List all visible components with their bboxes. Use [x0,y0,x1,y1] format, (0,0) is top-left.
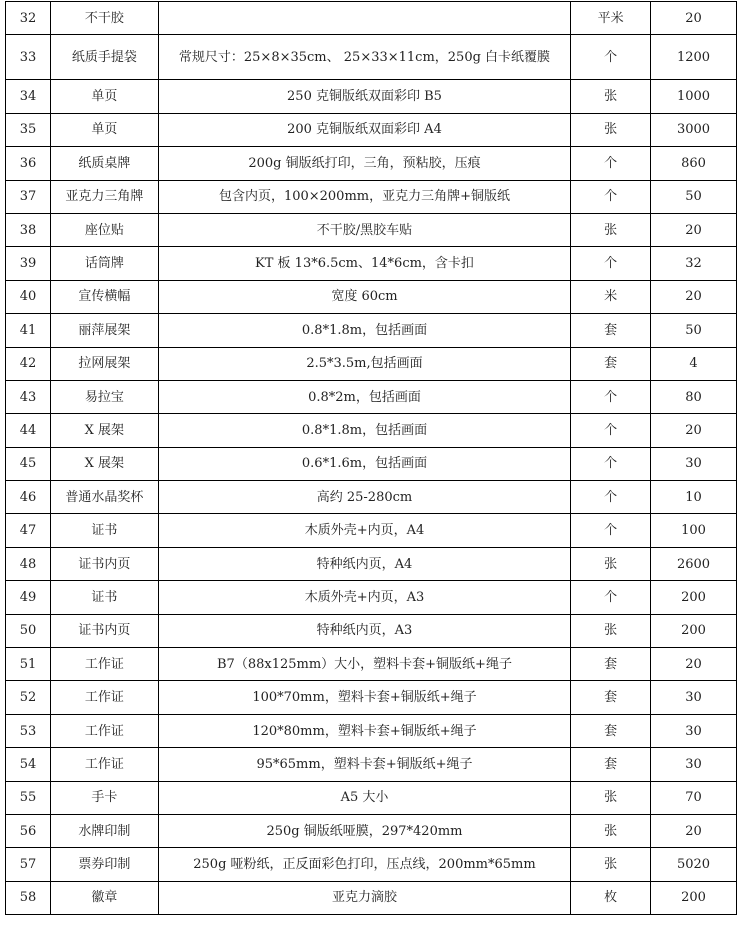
row-number-cell: 49 [6,581,51,614]
item-name-cell: 丽萍展架 [50,314,158,347]
unit-cell: 张 [571,213,651,246]
quantity-cell: 80 [651,380,737,413]
unit-cell: 张 [571,113,651,146]
unit-cell: 个 [571,447,651,480]
unit-cell: 张 [571,547,651,580]
unit-cell: 个 [571,147,651,180]
table-row [6,781,737,814]
row-number-cell: 34 [6,80,51,113]
quantity-cell: 20 [651,414,737,447]
unit-cell: 个 [571,581,651,614]
table-row [6,80,737,113]
unit-cell: 个 [571,247,651,280]
unit-cell: 套 [571,314,651,347]
item-name-cell: 亚克力三角牌 [50,180,158,213]
quantity-cell: 860 [651,147,737,180]
table-row [6,2,737,35]
item-name-cell: 易拉宝 [50,380,158,413]
quantity-cell: 30 [651,447,737,480]
items-table-body [6,2,737,915]
row-number-cell: 55 [6,781,51,814]
quantity-cell: 30 [651,681,737,714]
item-name-cell: 纸质手提袋 [50,35,158,80]
item-name-cell: 证书 [50,514,158,547]
table-row [6,35,737,80]
row-number-cell: 53 [6,714,51,747]
item-spec-cell: 特种纸内页，A3 [158,614,570,647]
row-number-cell: 48 [6,547,51,580]
table-row [6,681,737,714]
table-row [6,547,737,580]
unit-cell: 个 [571,514,651,547]
item-name-cell: 座位贴 [50,213,158,246]
unit-cell: 张 [571,614,651,647]
row-number-cell: 58 [6,881,51,914]
item-spec-cell: 2.5*3.5m,包括画面 [158,347,570,380]
quantity-cell: 32 [651,247,737,280]
row-number-cell: 32 [6,2,51,35]
quantity-cell: 70 [651,781,737,814]
row-number-cell: 57 [6,848,51,881]
table-row [6,347,737,380]
table-row [6,881,737,914]
table-row [6,748,737,781]
table-row [6,314,737,347]
items-table [5,1,737,915]
table-row [6,213,737,246]
item-spec-cell: 100*70mm，塑料卡套+铜版纸+绳子 [158,681,570,714]
table-row [6,280,737,313]
row-number-cell: 42 [6,347,51,380]
quantity-cell: 2600 [651,547,737,580]
item-spec-cell: 木质外壳+内页，A4 [158,514,570,547]
item-spec-cell: 亚克力滴胶 [158,881,570,914]
item-spec-cell: 250g 哑粉纸，正反面彩色打印，压点线，200mm*65mm [158,848,570,881]
item-name-cell: 纸质桌牌 [50,147,158,180]
item-spec-cell: 0.8*2m，包括画面 [158,380,570,413]
quantity-cell: 200 [651,581,737,614]
item-name-cell: 证书内页 [50,547,158,580]
table-row [6,247,737,280]
item-name-cell: 普通水晶奖杯 [50,481,158,514]
row-number-cell: 45 [6,447,51,480]
row-number-cell: 40 [6,280,51,313]
item-spec-cell: 0.8*1.8m，包括画面 [158,414,570,447]
unit-cell: 个 [571,414,651,447]
quantity-cell: 50 [651,180,737,213]
row-number-cell: 38 [6,213,51,246]
item-spec-cell: 木质外壳+内页，A3 [158,581,570,614]
quantity-cell: 200 [651,881,737,914]
item-spec-cell: 常规尺寸：25×8×35cm、 25×33×11cm，250g 白卡纸覆膜 [158,35,570,80]
item-spec-cell: KT 板 13*6.5cm、14*6cm，含卡扣 [158,247,570,280]
unit-cell: 套 [571,681,651,714]
table-row [6,648,737,681]
item-spec-cell: 不干胶/黑胶车贴 [158,213,570,246]
unit-cell: 米 [571,280,651,313]
item-name-cell: 徽章 [50,881,158,914]
item-name-cell: 手卡 [50,781,158,814]
item-name-cell: X 展架 [50,447,158,480]
item-spec-cell: A5 大小 [158,781,570,814]
item-spec-cell: 0.6*1.6m，包括画面 [158,447,570,480]
table-row [6,481,737,514]
unit-cell: 张 [571,814,651,847]
row-number-cell: 39 [6,247,51,280]
row-number-cell: 36 [6,147,51,180]
unit-cell: 枚 [571,881,651,914]
item-name-cell: 证书内页 [50,614,158,647]
unit-cell: 个 [571,180,651,213]
item-spec-cell: 包含内页，100×200mm，亚克力三角牌+铜版纸 [158,180,570,213]
row-number-cell: 52 [6,681,51,714]
item-name-cell: 单页 [50,80,158,113]
item-spec-cell: 120*80mm，塑料卡套+铜版纸+绳子 [158,714,570,747]
row-number-cell: 46 [6,481,51,514]
item-name-cell: 单页 [50,113,158,146]
quantity-cell: 10 [651,481,737,514]
item-name-cell: 话筒牌 [50,247,158,280]
unit-cell: 套 [571,714,651,747]
table-row [6,614,737,647]
item-name-cell: X 展架 [50,414,158,447]
table-row [6,714,737,747]
unit-cell: 平米 [571,2,651,35]
table-row [6,113,737,146]
item-name-cell: 票券印制 [50,848,158,881]
item-name-cell: 工作证 [50,714,158,747]
quantity-cell: 100 [651,514,737,547]
quantity-cell: 20 [651,213,737,246]
table-row [6,180,737,213]
table-row [6,514,737,547]
row-number-cell: 44 [6,414,51,447]
row-number-cell: 50 [6,614,51,647]
item-name-cell: 证书 [50,581,158,614]
item-spec-cell: 200 克铜版纸双面彩印 A4 [158,113,570,146]
quantity-cell: 1200 [651,35,737,80]
unit-cell: 个 [571,35,651,80]
row-number-cell: 54 [6,748,51,781]
unit-cell: 张 [571,781,651,814]
item-name-cell: 工作证 [50,681,158,714]
row-number-cell: 41 [6,314,51,347]
quantity-cell: 1000 [651,80,737,113]
item-name-cell: 工作证 [50,648,158,681]
unit-cell: 套 [571,648,651,681]
quantity-cell: 20 [651,280,737,313]
table-row [6,848,737,881]
row-number-cell: 56 [6,814,51,847]
item-spec-cell [158,2,570,35]
item-spec-cell: 95*65mm，塑料卡套+铜版纸+绳子 [158,748,570,781]
item-spec-cell: 特种纸内页，A4 [158,547,570,580]
table-row [6,581,737,614]
unit-cell: 套 [571,748,651,781]
row-number-cell: 51 [6,648,51,681]
item-spec-cell: 宽度 60cm [158,280,570,313]
table-row [6,147,737,180]
item-spec-cell: 250g 铜版纸哑膜，297*420mm [158,814,570,847]
item-name-cell: 宣传横幅 [50,280,158,313]
table-row [6,414,737,447]
item-name-cell: 不干胶 [50,2,158,35]
row-number-cell: 47 [6,514,51,547]
quantity-cell: 30 [651,714,737,747]
item-spec-cell: 200g 铜版纸打印，三角，预粘胶，压痕 [158,147,570,180]
quantity-cell: 5020 [651,848,737,881]
quantity-cell: 20 [651,2,737,35]
quantity-cell: 4 [651,347,737,380]
unit-cell: 个 [571,380,651,413]
unit-cell: 个 [571,481,651,514]
item-spec-cell: 250 克铜版纸双面彩印 B5 [158,80,570,113]
row-number-cell: 35 [6,113,51,146]
table-row [6,814,737,847]
row-number-cell: 37 [6,180,51,213]
item-name-cell: 工作证 [50,748,158,781]
table-row [6,380,737,413]
table-row [6,447,737,480]
quantity-cell: 20 [651,648,737,681]
item-name-cell: 拉网展架 [50,347,158,380]
row-number-cell: 43 [6,380,51,413]
item-name-cell: 水牌印制 [50,814,158,847]
item-spec-cell: 高约 25-280cm [158,481,570,514]
quantity-cell: 200 [651,614,737,647]
quantity-cell: 50 [651,314,737,347]
unit-cell: 套 [571,347,651,380]
item-spec-cell: 0.8*1.8m，包括画面 [158,314,570,347]
quantity-cell: 20 [651,814,737,847]
unit-cell: 张 [571,80,651,113]
quantity-cell: 30 [651,748,737,781]
item-spec-cell: B7（88x125mm）大小，塑料卡套+铜版纸+绳子 [158,648,570,681]
unit-cell: 张 [571,848,651,881]
row-number-cell: 33 [6,35,51,80]
quantity-cell: 3000 [651,113,737,146]
